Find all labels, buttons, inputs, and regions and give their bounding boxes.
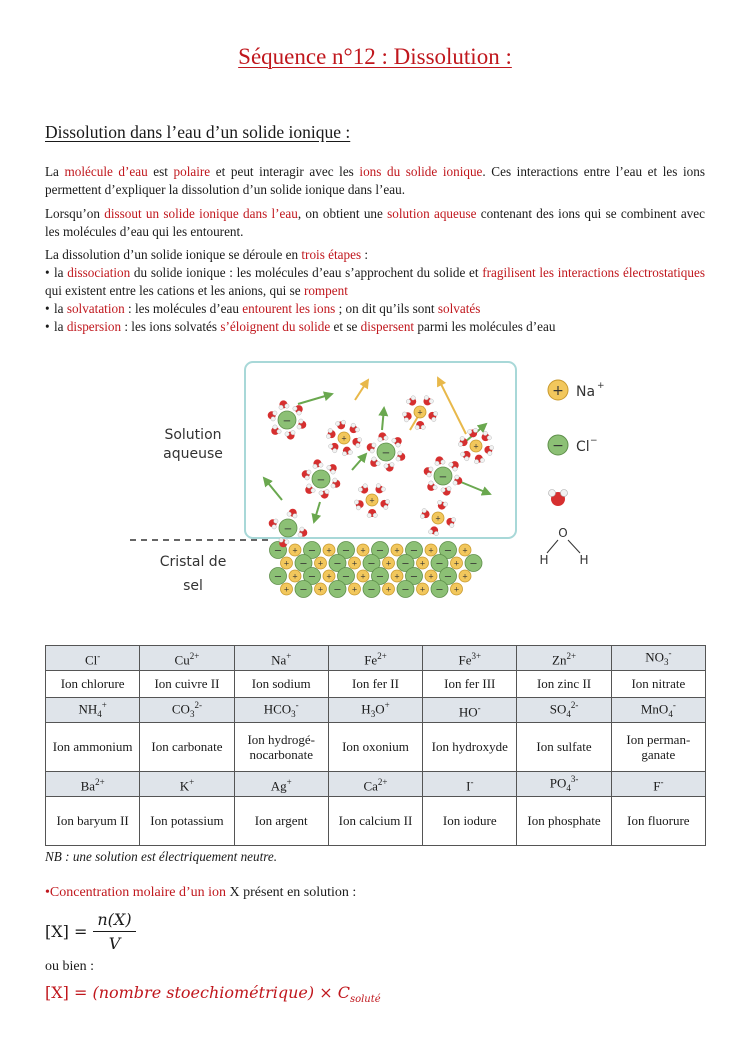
water-molecule [302, 470, 311, 480]
svg-text:−: − [299, 584, 308, 596]
water-molecule [326, 428, 335, 438]
sodium-ion [432, 512, 444, 524]
ion-symbol-cell: $Zn^{2+}$ [517, 646, 611, 671]
sodium-ion [470, 440, 482, 452]
water-molecule [279, 538, 289, 547]
water-molecule [467, 428, 477, 437]
svg-text:−: − [367, 558, 376, 570]
ion-name-cell: Ion chlorure [46, 670, 140, 697]
section-title: Dissolution dans l’eau d’un solide ionique : [45, 122, 351, 142]
svg-text:+: + [428, 572, 434, 581]
svg-text:+: + [351, 585, 358, 594]
water-molecule [415, 421, 425, 430]
water-molecule [384, 462, 394, 471]
sodium-ion [451, 557, 463, 569]
chloride-ion [397, 581, 414, 598]
ion-name-row [46, 670, 706, 697]
water-molecule [329, 443, 339, 453]
water-molecule [327, 464, 337, 474]
sodium-ion [323, 570, 335, 582]
svg-text:−: − [273, 545, 283, 557]
water-molecule [354, 500, 363, 510]
sodium-ion [417, 583, 429, 595]
ion-name-cell: Ion fer III [423, 670, 517, 697]
svg-text:−: − [409, 545, 419, 557]
svg-text:+: + [326, 572, 332, 581]
water-molecule [402, 412, 411, 422]
svg-text:+: + [462, 572, 468, 581]
ion-symbol-cell: Na+ [234, 646, 328, 671]
water-molecule [441, 486, 451, 495]
water-molecule [424, 467, 433, 477]
chloride-ion [295, 581, 312, 598]
svg-text:−: − [316, 473, 326, 486]
sodium-ion [289, 544, 301, 556]
svg-text:+: + [292, 546, 298, 555]
chloride-ion [431, 581, 448, 598]
water-molecule [453, 475, 462, 485]
ion-table [45, 645, 706, 846]
water-molecule [428, 526, 438, 535]
sodium-ion [451, 583, 463, 595]
sodium-ion [459, 570, 471, 582]
ion-name-cell: Ion carbonate [140, 722, 234, 771]
ion-symbol-row [46, 771, 706, 796]
svg-text:+: + [326, 546, 332, 555]
paragraph-polarity: La molécule d’eau est polaire et peut interagir avec les ions du solide ionique. Ces interactions entre l’eau et les ions permettent d’expliquer la dissolution d’un solide ionique dans l’eau. [45, 164, 705, 197]
water-molecule [287, 509, 297, 518]
water-molecule [428, 411, 437, 421]
water-molecule [375, 484, 385, 494]
svg-text:−: − [469, 558, 478, 570]
water-molecule [458, 436, 467, 446]
svg-text:H: H [579, 553, 589, 567]
svg-text:O: O [558, 526, 568, 540]
motion-arrow [314, 502, 320, 522]
svg-text:−: − [299, 558, 308, 570]
water-molecule [297, 419, 306, 429]
svg-text:+: + [394, 546, 400, 555]
svg-text:−: − [409, 571, 419, 583]
ion-symbol-cell: K+ [140, 771, 234, 796]
ion-name-cell: Ion zinc II [517, 670, 611, 697]
svg-text:+: + [453, 585, 460, 594]
svg-text:−: − [438, 470, 448, 483]
svg-text:−: − [401, 558, 410, 570]
legend-sodium [548, 380, 605, 400]
sodium-ion [357, 544, 369, 556]
ion-name-cell: Ion sodium [234, 670, 328, 697]
sodium-ion [366, 494, 378, 506]
svg-text:−: − [401, 584, 410, 596]
water-molecule [482, 431, 492, 441]
svg-text:−: − [273, 571, 283, 583]
svg-text:−: − [381, 446, 391, 459]
chloride-ion [279, 519, 297, 537]
svg-text:−: − [590, 436, 598, 446]
ion-name-cell: Ion oxonium [328, 722, 422, 771]
ion-symbol-cell: $Fe^{3+}$ [423, 646, 517, 671]
sodium-ion [289, 570, 301, 582]
salt-crystal [270, 542, 483, 598]
svg-text:+: + [360, 572, 366, 581]
svg-text:+: + [417, 408, 423, 417]
water-molecule [350, 423, 360, 433]
motion-arrow [382, 408, 384, 430]
ion-symbol-cell: $H_3O^+$ [328, 697, 422, 722]
chloride-ion [363, 581, 380, 598]
ion-symbol-row [46, 646, 706, 671]
water-molecule [298, 527, 307, 537]
water-molecule [367, 443, 376, 453]
ion-name-cell: Ion nitrate [611, 670, 705, 697]
chloride-ion [278, 411, 296, 429]
water-molecule-icon [549, 490, 568, 507]
page-title: Séquence n°12 : Dissolution : [238, 44, 512, 69]
water-molecule [378, 432, 388, 441]
ion-name-cell: Ion calcium II [328, 796, 422, 845]
svg-text:+: + [552, 383, 564, 399]
water-molecule [380, 499, 389, 509]
water-molecule [352, 437, 361, 447]
ion-symbol-cell: Ag+ [234, 771, 328, 796]
motion-arrow [264, 478, 282, 500]
sodium-ion [349, 557, 361, 569]
crystal-label: Cristal de [159, 554, 227, 570]
step-dispersion: • la dispersion : les ions solvatés s’éloignent du solide et se dispersent parmi les molécules d’eau [45, 319, 556, 334]
sodium-ion [315, 583, 327, 595]
ion-symbol-cell: $PO_4^{3-}$ [517, 771, 611, 796]
ion-symbol-cell: Cl- [46, 646, 140, 671]
svg-text:−: − [435, 584, 444, 596]
ion-symbol-cell: MnO$_4$- [611, 697, 705, 722]
svg-text:−: − [435, 558, 444, 570]
sodium-ion [357, 570, 369, 582]
svg-text:+: + [428, 546, 434, 555]
sodium-ion [425, 570, 437, 582]
svg-text:−: − [375, 571, 385, 583]
svg-text:Cl: Cl [576, 439, 590, 455]
svg-text:+: + [462, 546, 468, 555]
svg-text:+: + [435, 514, 441, 523]
svg-text:+: + [419, 559, 426, 568]
ion-name-cell: Ion perman-ganate [611, 722, 705, 771]
water-molecule [271, 425, 281, 435]
svg-text:−: − [282, 414, 292, 427]
svg-text:−: − [333, 584, 342, 596]
neutrality-note: NB : une solution est électriquement neutre. [45, 849, 278, 864]
ion-symbol-cell: HO- [423, 697, 517, 722]
sodium-ion [414, 406, 426, 418]
water-molecule [474, 455, 484, 464]
svg-text:+: + [292, 572, 298, 581]
ion-symbol-cell: $Cu^{2+}$ [140, 646, 234, 671]
motion-arrow [355, 380, 368, 400]
chloride-ion [465, 555, 482, 572]
ion-name-cell: Ion iodure [423, 796, 517, 845]
svg-text:−: − [341, 571, 351, 583]
ion-name-cell: Ion sulfate [517, 722, 611, 771]
ion-symbol-cell: $SO_4^{2-}$ [517, 697, 611, 722]
water-molecule [406, 396, 416, 406]
ion-symbol-cell: $NO_3^-$ [611, 646, 705, 671]
ion-symbol-cell: $CO_3^{2-}$ [140, 697, 234, 722]
ion-name-row [46, 796, 706, 845]
chloride-ion [329, 581, 346, 598]
sodium-ion [281, 583, 293, 595]
svg-text:−: − [341, 545, 351, 557]
svg-text:−: − [443, 571, 453, 583]
solvated-ions [268, 396, 494, 548]
sodium-ion [417, 557, 429, 569]
svg-text:H: H [539, 553, 549, 567]
ion-name-cell: Ion baryum II [46, 796, 140, 845]
water-molecule [396, 451, 405, 461]
water-molecule [331, 478, 340, 488]
svg-text:+: + [283, 585, 290, 594]
motion-arrow [352, 454, 366, 470]
svg-text:+: + [317, 585, 324, 594]
solution-label: Solution [164, 427, 222, 443]
dissolution-diagram [120, 352, 620, 602]
water-molecule [268, 411, 277, 421]
water-molecule [427, 481, 437, 491]
svg-text:+: + [419, 585, 426, 594]
svg-text:−: − [367, 584, 376, 596]
step-dissociation: • la dissociation du solide ionique : les molécules d’eau s’approchent du solide et fragilisent les interactions électrostatiques qui existent entre les cations et les anions, qui se rompent [45, 265, 705, 298]
svg-text:+: + [385, 585, 392, 594]
sodium-ion [281, 557, 293, 569]
ion-name-cell: Ion phosphate [517, 796, 611, 845]
or-label: ou bien : [45, 959, 94, 974]
svg-text:−: − [333, 558, 342, 570]
legend-chloride [548, 435, 598, 455]
svg-text:−: − [552, 438, 564, 454]
ion-symbol-row [46, 697, 706, 722]
concentration-formula: [X] = $\frac{n(X)}{V}$ [45, 910, 136, 953]
sodium-ion [425, 544, 437, 556]
water-molecule [293, 405, 303, 415]
svg-text:+: + [317, 559, 324, 568]
svg-text:+: + [385, 559, 392, 568]
water-molecule [437, 500, 447, 509]
svg-text:+: + [341, 434, 347, 443]
svg-text:−: − [307, 571, 317, 583]
svg-text:+: + [453, 559, 460, 568]
chloride-ion [312, 470, 330, 488]
water-molecule [342, 447, 352, 456]
water-molecule [358, 484, 368, 494]
sodium-ion [338, 432, 350, 444]
svg-text:+: + [597, 381, 605, 391]
water-molecule [370, 457, 380, 467]
ion-name-cell: Ion hydrogé-nocarbonate [234, 722, 328, 771]
water-molecule [435, 456, 445, 465]
ion-name-cell: Ion cuivre II [140, 670, 234, 697]
water-molecule [449, 461, 459, 471]
svg-text:+: + [360, 546, 366, 555]
ion-name-cell: Ion argent [234, 796, 328, 845]
chloride-ion [434, 467, 452, 485]
water-molecule [279, 400, 289, 409]
ion-name-row [46, 722, 706, 771]
water-formula [539, 526, 588, 567]
water-molecule [367, 509, 377, 518]
motion-arrow [298, 394, 332, 404]
water-molecule [461, 451, 471, 461]
ion-symbol-cell: $Fe^{2+}$ [328, 646, 422, 671]
sodium-ion [315, 557, 327, 569]
ion-name-cell: Ion hydroxyde [423, 722, 517, 771]
crystal-label-2: sel [183, 578, 203, 594]
svg-text:+: + [369, 496, 375, 505]
svg-text:+: + [473, 442, 479, 451]
svg-text:Na: Na [576, 384, 596, 400]
svg-text:+: + [283, 559, 290, 568]
water-molecule [420, 508, 429, 518]
chloride-ion [377, 443, 395, 461]
ion-symbol-cell: $NH_4^+$ [46, 697, 140, 722]
motion-arrow [438, 378, 466, 434]
water-molecule [319, 489, 329, 498]
ion-symbol-cell: $Ca^{2+}$ [328, 771, 422, 796]
svg-text:−: − [283, 522, 293, 535]
sodium-ion [383, 583, 395, 595]
svg-text:−: − [443, 545, 453, 557]
water-molecule [335, 420, 345, 429]
sodium-ion [459, 544, 471, 556]
paragraph-aqueous-solution: Lorsqu’on dissout un solide ionique dans l’eau, on obtient une solution aqueuse contenant des ions qui se combinent avec les molécules d’eau qui les entourent. [45, 206, 705, 239]
sodium-ion [323, 544, 335, 556]
paragraph-three-steps: La dissolution d’un solide ionique se déroule en trois étapes : [45, 247, 369, 262]
water-molecule [285, 430, 295, 439]
svg-text:−: − [375, 545, 385, 557]
water-molecule [484, 445, 493, 455]
ion-symbol-cell: $HCO_3^-$ [234, 697, 328, 722]
water-molecule [392, 437, 402, 447]
water-molecule [313, 459, 323, 468]
step-solvatation: • la solvatation : les molécules d’eau entourent les ions ; on dit qu’ils sont solvatés [45, 301, 481, 316]
water-molecule [305, 484, 315, 494]
ion-name-cell: Ion fer II [328, 670, 422, 697]
ion-symbol-cell: I- [423, 771, 517, 796]
sodium-ion [391, 544, 403, 556]
sodium-ion [383, 557, 395, 569]
solution-label-2: aqueuse [163, 446, 223, 462]
svg-text:+: + [394, 572, 400, 581]
sodium-ion [391, 570, 403, 582]
svg-text:−: − [307, 545, 317, 557]
water-molecule [269, 519, 278, 529]
sodium-ion [349, 583, 361, 595]
concentration-heading: •Concentration molaire d’un ion X présent en solution : [45, 885, 357, 900]
ion-name-cell: Ion ammonium [46, 722, 140, 771]
water-molecule [423, 396, 433, 406]
stoichiometric-formula: [X] = (nombre stoechiométrique) × $C_{soluté}$ [45, 983, 381, 1005]
ion-symbol-cell: F- [611, 771, 705, 796]
svg-text:+: + [351, 559, 358, 568]
water-molecule [446, 517, 455, 527]
ion-name-cell: Ion fluorure [611, 796, 705, 845]
ion-symbol-cell: $Ba^{2+}$ [46, 771, 140, 796]
ion-name-cell: Ion potassium [140, 796, 234, 845]
chloride-ion [270, 568, 287, 585]
